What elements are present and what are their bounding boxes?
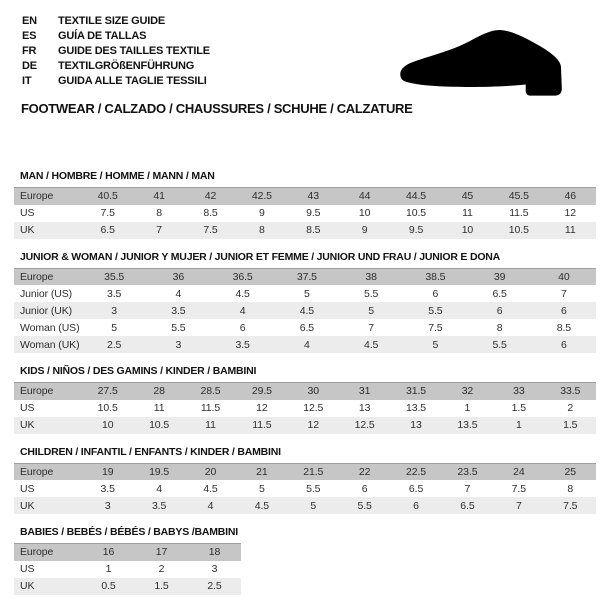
size-cell: 23.5	[457, 465, 478, 478]
size-row	[14, 336, 596, 353]
size-cell: 6.5	[299, 321, 315, 334]
size-cell: 38.5	[425, 270, 446, 283]
size-cell: 30	[307, 385, 319, 398]
language-label: GUIDA ALLE TAGLIE TESSILI	[58, 75, 207, 87]
size-cell: 12.5	[354, 419, 375, 431]
language-label: GUÍA DE TALLAS	[58, 30, 147, 42]
size-cell: 6.5	[492, 287, 507, 300]
language-code: FR	[22, 45, 37, 57]
size-cell: 36.5	[232, 270, 253, 283]
row-label: Woman (US)	[20, 321, 80, 334]
size-cell: 42	[204, 190, 217, 203]
size-row	[14, 578, 241, 595]
size-cell: 16	[102, 546, 115, 559]
table-title: CHILDREN / INFANTIL / ENFANTS / KINDER / BAMBINI	[20, 445, 281, 458]
table-title: JUNIOR & WOMAN / JUNIOR Y MUJER / JUNIOR ET FEMME / JUNIOR UND FRAU / JUNIOR E DONA	[20, 250, 501, 263]
size-cell: 10.5	[508, 224, 529, 236]
size-cell: 6	[413, 499, 419, 512]
row-label: Europe	[20, 546, 54, 559]
size-cell: 8	[156, 207, 162, 219]
size-cell: 5.5	[357, 499, 372, 512]
size-cell: 5	[368, 304, 374, 317]
size-cell: 2	[158, 563, 165, 575]
table-block-babies	[14, 527, 600, 595]
size-cell: 39	[493, 270, 506, 283]
size-cell: 7	[561, 287, 567, 300]
size-cell: 3.5	[151, 499, 167, 512]
size-cell: 40.5	[97, 190, 118, 203]
size-cell: 4.5	[363, 338, 379, 351]
size-cell: 5.5	[492, 338, 507, 351]
size-cell: 10.5	[97, 402, 118, 414]
table-block-man	[14, 171, 600, 239]
size-cell: 7	[464, 482, 471, 495]
size-row	[14, 302, 596, 319]
size-cell: 0.5	[101, 580, 116, 592]
size-row	[14, 205, 596, 222]
size-cell: 11.5	[509, 207, 529, 219]
size-cell: 7.5	[428, 321, 443, 334]
size-cell: 44.5	[406, 190, 427, 203]
size-cell: 6.5	[408, 482, 424, 495]
row-label: UK	[20, 419, 35, 431]
size-header-row	[14, 188, 596, 205]
size-cell: 12	[307, 419, 319, 431]
size-row	[14, 285, 596, 302]
language-label: TEXTILE SIZE GUIDE	[58, 15, 166, 27]
table-block-junior-woman	[14, 252, 600, 354]
table-title: MAN / HOMBRE / HOMME / MANN / MAN	[20, 170, 215, 182]
size-cell: 11	[205, 419, 216, 431]
size-cell: 11	[462, 207, 473, 219]
size-cell: 22.5	[406, 465, 427, 478]
size-cell: 31	[358, 385, 371, 398]
size-header-row	[14, 544, 241, 561]
size-cell: 13	[358, 402, 371, 414]
size-cell: 45	[461, 190, 474, 203]
language-code: ES	[22, 30, 37, 42]
size-header-row	[14, 268, 596, 285]
size-row	[14, 497, 596, 514]
size-cell: 7	[368, 321, 374, 334]
size-cell: 3.5	[106, 287, 122, 300]
size-cell: 27.5	[97, 385, 118, 398]
size-cell: 9.5	[408, 224, 424, 236]
size-cell: 4.5	[299, 304, 315, 317]
size-cell: 29.5	[251, 385, 272, 398]
row-label: US	[20, 207, 35, 219]
size-cell: 4	[239, 304, 246, 317]
size-cell: 5.5	[363, 287, 379, 300]
size-cell: 7	[515, 499, 522, 512]
category-title: FOOTWEAR / CALZADO / CHAUSSURES / SCHUHE / CALZATURE	[21, 101, 413, 116]
size-cell: 4	[156, 482, 162, 495]
table-block-kids	[14, 366, 600, 434]
size-cell: 11.5	[252, 419, 272, 431]
size-cell: 35.5	[104, 270, 125, 283]
size-tables	[0, 171, 600, 595]
size-cell: 6.5	[100, 224, 115, 236]
size-cell: 2	[567, 402, 574, 414]
row-label: Europe	[20, 385, 54, 398]
size-cell: 10.5	[149, 419, 170, 431]
size-cell: 8	[258, 224, 265, 236]
size-cell: 12	[564, 207, 576, 219]
size-cell: 12.5	[303, 402, 324, 414]
language-code: IT	[22, 75, 32, 87]
row-label: US	[20, 402, 35, 414]
row-label: Europe	[20, 270, 54, 283]
size-cell: 3	[211, 563, 218, 575]
row-label: US	[20, 563, 35, 575]
size-cell: 7	[156, 224, 162, 236]
size-cell: 41	[153, 190, 165, 203]
size-cell: 32	[461, 385, 474, 398]
table-title: KIDS / NIÑOS / DES GAMINS / KINDER / BAMBINI	[20, 365, 257, 377]
size-cell: 6	[239, 321, 246, 334]
shoe-icon	[388, 20, 586, 106]
size-cell: 4.5	[235, 287, 250, 300]
size-cell: 3	[175, 338, 182, 351]
size-cell: 28	[153, 385, 165, 398]
size-cell: 3	[111, 304, 117, 317]
size-cell: 3.5	[100, 482, 115, 495]
row-label: UK	[20, 224, 35, 236]
size-cell: 22	[358, 465, 371, 478]
size-cell: 5.5	[171, 321, 186, 334]
size-cell: 5	[432, 338, 439, 351]
size-cell: 37.5	[296, 270, 317, 283]
size-cell: 1.5	[563, 419, 578, 431]
size-cell: 7.5	[203, 224, 218, 236]
language-code: DE	[22, 60, 37, 72]
size-cell: 3.5	[235, 338, 250, 351]
size-cell: 5.5	[306, 482, 321, 495]
size-cell: 5	[258, 482, 265, 495]
size-cell: 43	[307, 190, 319, 203]
size-cell: 6	[496, 304, 503, 317]
size-cell: 8	[496, 321, 503, 334]
size-row	[14, 561, 241, 578]
size-cell: 7.5	[563, 499, 578, 512]
row-label: Junior (US)	[20, 287, 72, 300]
size-cell: 45.5	[508, 190, 529, 203]
size-cell: 19	[101, 465, 114, 478]
size-cell: 17	[155, 546, 168, 559]
table-title: BABIES / BEBÉS / BÉBÉS / BABYS /BAMBINI	[20, 526, 238, 538]
row-label: US	[20, 482, 35, 495]
language-label: GUIDE DES TAILLES TEXTILE	[58, 45, 210, 57]
table-block-children	[14, 447, 600, 515]
size-cell: 10.5	[406, 207, 427, 219]
size-cell: 28.5	[200, 385, 221, 398]
size-cell: 25	[564, 465, 576, 478]
size-cell: 38	[365, 270, 377, 283]
size-cell: 31.5	[406, 385, 427, 398]
size-cell: 6	[561, 338, 567, 351]
language-label: TEXTILGRÖßENFÜHRUNG	[58, 60, 195, 72]
size-cell: 8.5	[306, 224, 321, 236]
size-cell: 12	[256, 402, 268, 414]
size-cell: 4.5	[254, 499, 270, 512]
size-cell: 33.5	[560, 385, 581, 398]
size-cell: 36	[172, 270, 185, 283]
size-cell: 24	[513, 465, 525, 478]
size-cell: 42.5	[251, 190, 272, 203]
size-cell: 4	[304, 338, 310, 351]
size-header-row	[14, 463, 596, 480]
size-cell: 46	[564, 190, 576, 203]
size-cell: 8	[567, 482, 574, 495]
size-table-kids	[14, 382, 596, 434]
language-code: EN	[22, 15, 37, 27]
size-table-children	[14, 463, 596, 515]
size-table-junior-woman	[14, 268, 596, 354]
size-cell: 11.5	[200, 402, 221, 414]
size-cell: 7.5	[100, 207, 115, 219]
row-label: Woman (UK)	[20, 338, 80, 351]
size-cell: 6	[432, 287, 439, 300]
size-cell: 1.5	[511, 402, 526, 414]
size-cell: 3.5	[171, 304, 186, 317]
size-cell: 33	[513, 385, 525, 398]
size-cell: 13.5	[406, 402, 427, 414]
size-cell: 10	[461, 224, 474, 236]
size-cell: 11	[153, 402, 165, 414]
size-table-man	[14, 187, 596, 239]
size-cell: 10	[358, 207, 371, 219]
size-cell: 1.5	[154, 580, 169, 592]
size-cell: 1	[105, 563, 112, 575]
size-cell: 1	[464, 402, 471, 414]
size-cell: 6	[361, 482, 368, 495]
row-label: Europe	[20, 465, 54, 478]
size-cell: 4	[175, 287, 182, 300]
size-cell: 11	[564, 224, 576, 236]
size-cell: 9	[258, 207, 265, 219]
size-cell: 4	[207, 499, 214, 512]
size-cell: 7.5	[511, 482, 526, 495]
size-row	[14, 417, 596, 434]
row-label: Europe	[20, 190, 54, 203]
size-cell: 5	[111, 321, 117, 334]
size-cell: 5	[304, 287, 310, 300]
size-cell: 9	[361, 224, 368, 236]
size-table-babies	[14, 543, 241, 595]
size-cell: 4.5	[203, 482, 218, 495]
size-cell: 5	[310, 499, 317, 512]
row-label: UK	[20, 499, 35, 512]
size-cell: 9.5	[306, 207, 321, 219]
size-cell: 18	[208, 546, 221, 559]
row-label: UK	[20, 580, 35, 592]
size-cell: 6	[561, 304, 567, 317]
size-cell: 6.5	[460, 499, 475, 512]
size-cell: 19.5	[149, 465, 170, 478]
size-cell: 1	[515, 419, 522, 431]
size-cell: 3	[104, 499, 111, 512]
size-cell: 44	[358, 190, 371, 203]
size-cell: 20	[204, 465, 217, 478]
size-cell: 13.5	[457, 419, 478, 431]
size-row	[14, 319, 596, 336]
size-cell: 2.5	[207, 580, 222, 592]
size-cell: 10	[101, 419, 114, 431]
size-row	[14, 400, 596, 417]
size-row	[14, 222, 596, 239]
size-cell: 13	[410, 419, 422, 431]
size-cell: 2.5	[106, 338, 122, 351]
size-cell: 21	[256, 465, 268, 478]
size-cell: 8.5	[203, 207, 218, 219]
row-label: Junior (UK)	[20, 304, 72, 317]
size-cell: 5.5	[428, 304, 443, 317]
size-cell: 21.5	[303, 465, 324, 478]
size-row	[14, 480, 596, 497]
size-cell: 8.5	[556, 321, 572, 334]
size-cell: 40	[558, 270, 570, 283]
size-header-row	[14, 383, 596, 400]
